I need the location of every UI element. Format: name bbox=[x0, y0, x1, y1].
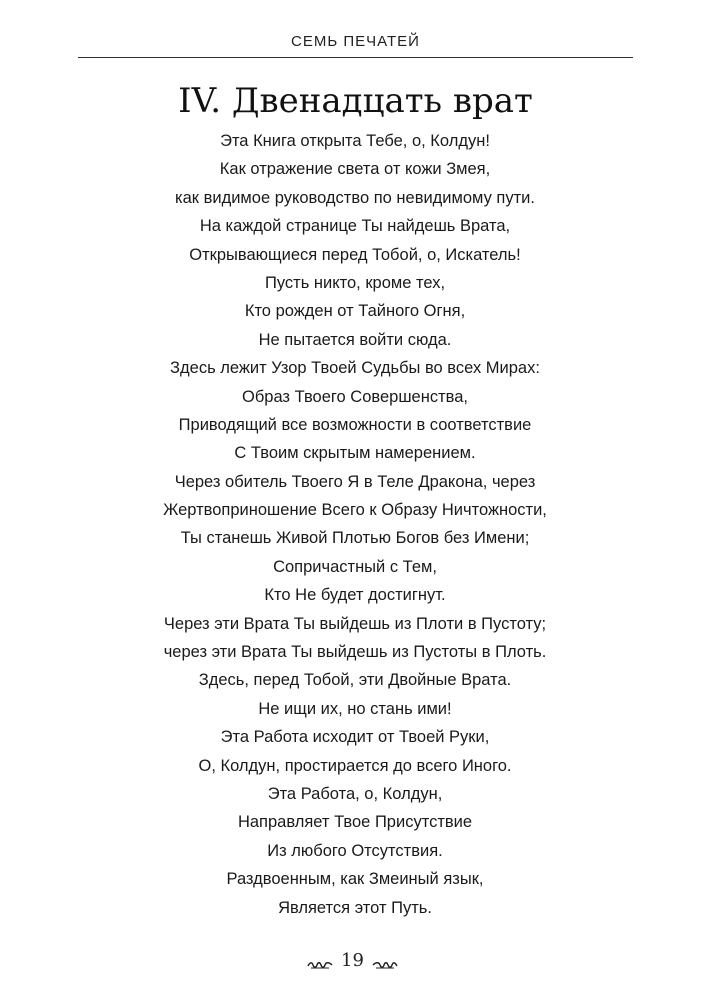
swirl-ornament-icon bbox=[307, 955, 333, 967]
verse-line: Здесь, перед Тобой, эти Двойные Врата. bbox=[198, 671, 512, 690]
running-head: СЕМЬ ПЕЧАТЕЙ bbox=[291, 33, 420, 50]
verse-line: Приводящий все возможности в соответствие bbox=[178, 415, 532, 434]
verse-line: Эта Работа, о, Колдун, bbox=[267, 784, 443, 803]
verse-line: Не пытается войти сюда. bbox=[258, 330, 452, 349]
verse-line: Является этот Путь. bbox=[278, 898, 432, 917]
verse-line: На каждой странице Ты найдешь Врата, bbox=[199, 217, 511, 236]
verse-line: Кто рожден от Тайного Огня, bbox=[244, 302, 466, 321]
verse-line: Ты станешь Живой Плотью Богов без Имени; bbox=[180, 529, 530, 548]
verse-line: Эта Книга открыта Тебе, о, Колдун! bbox=[220, 132, 490, 150]
verse-line: через эти Врата Ты выйдешь из Пустоты в Плоть. bbox=[163, 643, 547, 662]
page-number: 19 bbox=[341, 950, 364, 971]
chapter-title: IV. Двенадцать врат bbox=[178, 81, 533, 121]
verse-line: Сопричастный с Тем, bbox=[273, 557, 437, 576]
header-divider bbox=[78, 57, 633, 58]
verse-line: Через эти Врата Ты выйдешь из Плоти в Пустоту; bbox=[163, 614, 547, 633]
verse-line: Здесь лежит Узор Твоей Судьбы во всех Мирах: bbox=[170, 359, 540, 378]
verse-line: Из любого Отсутствия. bbox=[267, 841, 443, 860]
verse-line: Эта Работа исходит от Твоей Руки, bbox=[220, 728, 490, 747]
verse-line: Через обитель Твоего Я в Теле Дракона, через bbox=[174, 472, 536, 491]
verse-line: Открывающиеся перед Тобой, о, Искатель! bbox=[189, 245, 521, 264]
verse-text bbox=[60, 127, 650, 922]
verse-line: С Твоим скрытым намерением. bbox=[234, 444, 476, 463]
page-footer bbox=[0, 950, 705, 971]
verse-line: Жертвоприношение Всего к Образу Ничтожности, bbox=[163, 501, 547, 520]
verse-line: Пусть никто, кроме тех, bbox=[264, 273, 446, 292]
verse-line: Образ Твоего Совершенства, bbox=[241, 387, 468, 406]
verse-line: Как отражение света от кожи Змея, bbox=[219, 160, 491, 179]
verse-line: О, Колдун, простирается до всего Иного. bbox=[198, 756, 512, 775]
verse-line: Кто Не будет достигнут. bbox=[264, 586, 446, 605]
verse-line: Раздвоенным, как Змеиный язык, bbox=[226, 870, 484, 889]
verse-line: Не ищи их, но стань ими! bbox=[258, 699, 452, 718]
swirl-ornament-icon bbox=[372, 955, 398, 967]
verse-line: Направляет Твое Присутствие bbox=[237, 813, 473, 832]
verse-line: как видимое руководство по невидимому пути. bbox=[175, 188, 535, 207]
